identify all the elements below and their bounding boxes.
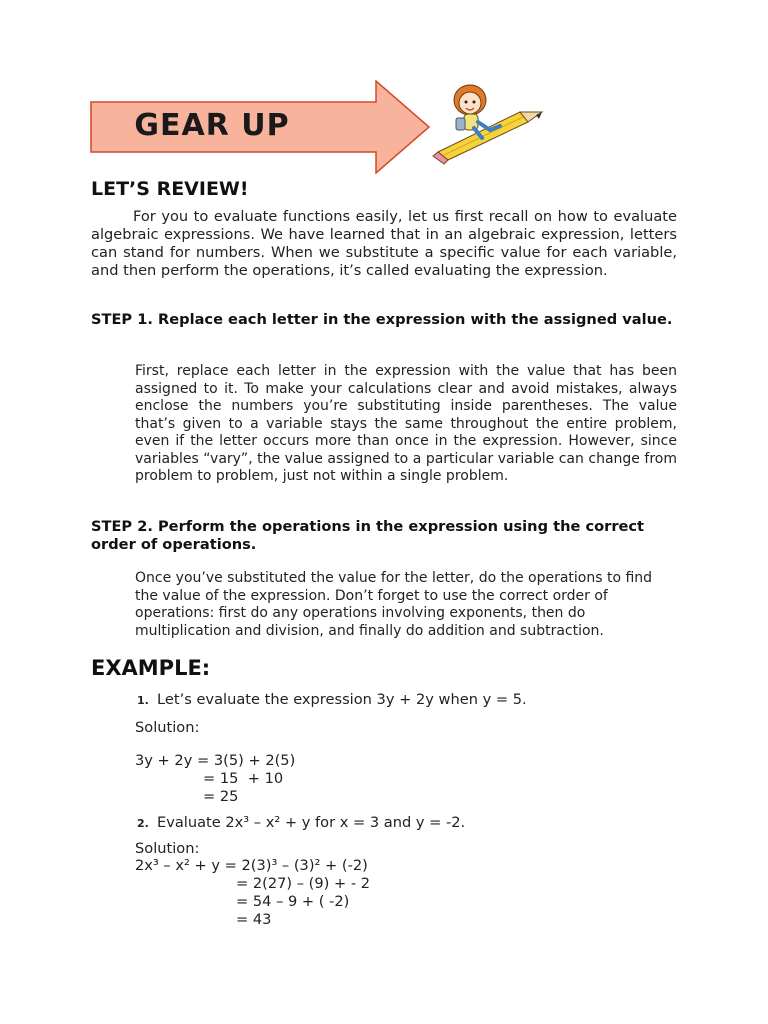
example-2-work	[135, 857, 370, 929]
example-1-solution-label: Solution:	[135, 719, 200, 736]
example-2-line-3: = 54 – 9 + ( -2)	[236, 893, 350, 910]
example-1-work	[135, 752, 295, 806]
example-1-problem	[137, 691, 527, 710]
example-2-problem	[137, 814, 465, 833]
example-1-line-3: = 25	[203, 788, 239, 805]
step1-title: STEP 1. Replace each letter in the expression with the assigned value.	[91, 311, 673, 328]
example-1-line-1: 3y + 2y = 3(5) + 2(5)	[135, 752, 296, 769]
example-2-line-2: = 2(27) – (9) + - 2	[236, 875, 371, 892]
girl-on-pencil-illustration	[430, 82, 550, 166]
example-2-line-1: 2x³ – x² + y = 2(3)³ – (3)² + (-2)	[135, 857, 368, 874]
girl-icon	[454, 85, 500, 138]
example-2-number: 2.	[137, 817, 149, 830]
pencil-icon	[433, 112, 542, 164]
step1-body: First, replace each letter in the expression with the value that has been assigned to it. To make your calculations clear and avoid mistakes, always enclose the numbers you’re substituting inside parentheses. The value that’s given to a variable stays the same throughout the entire problem, even if the letter occurs more than once in the expression. However, since variables “vary”, the value assigned to a particular variable can change from problem to problem, just not within a single problem.	[135, 363, 677, 484]
example-2-problem-text: Evaluate 2x³ – x² + y for x = 3 and y = -2.	[157, 814, 466, 831]
step2-title: STEP 2. Perform the operations in the expression using the correct order of operations.	[91, 518, 645, 553]
example-2-solution-label: Solution:	[135, 840, 200, 857]
example-1-line-2: = 15 + 10	[203, 770, 284, 787]
intro-paragraph: For you to evaluate functions easily, let us first recall on how to evaluate algebraic expressions. We have learned that in an algebraic expression, letters can stand for numbers. When we substitute a specific value for each variable, and then perform the operations, it’s called evaluating the expression.	[91, 208, 677, 279]
step2-body: Once you’ve substituted the value for the letter, do the operations to find the value of the expression. Don’t forget to use the correct order of operations: first do any operations involving exponents, then do multiplication and division, and finally do addition and subtraction.	[135, 570, 653, 639]
example-1-problem-text: Let’s evaluate the expression 3y + 2y when y = 5.	[157, 691, 527, 708]
example-heading: EXAMPLE:	[91, 656, 211, 680]
banner-title: GEAR UP	[134, 108, 290, 143]
example-2-line-4: = 43	[236, 911, 272, 928]
example-1-number: 1.	[137, 694, 149, 707]
lets-review-heading: LET’S REVIEW!	[91, 178, 249, 200]
